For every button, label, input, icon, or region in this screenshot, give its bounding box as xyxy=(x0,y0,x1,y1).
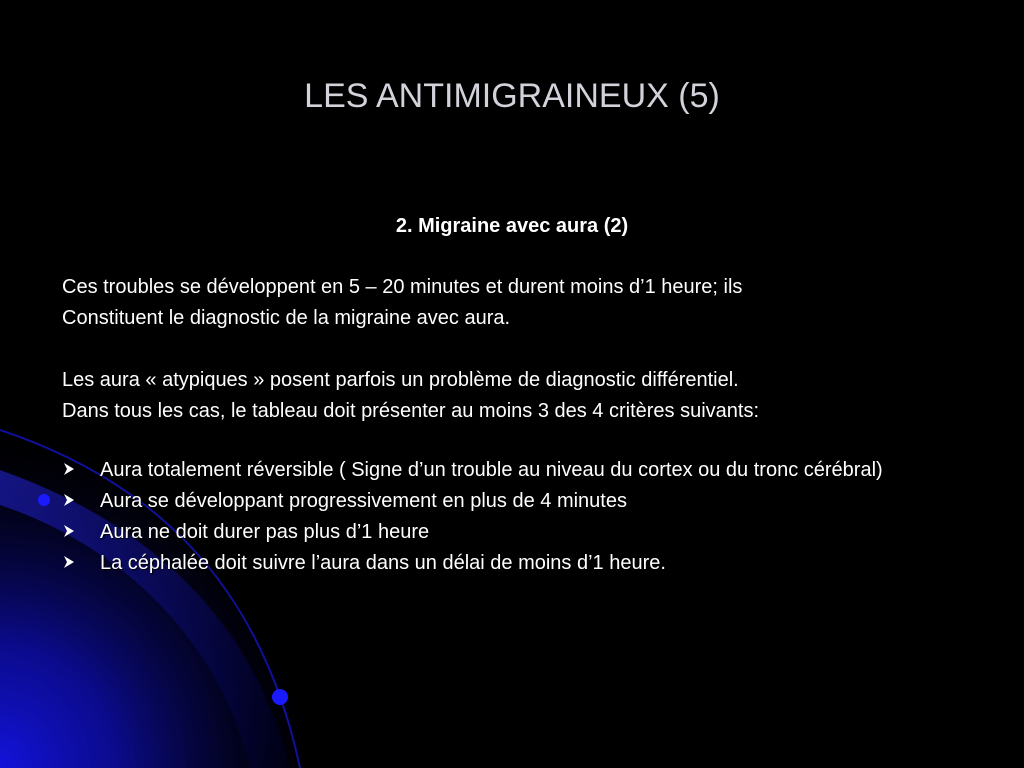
list-item-text: Aura ne doit durer pas plus d’1 heure xyxy=(100,521,430,543)
list-item-text: Aura se développant progressivement en plus de 4 minutes xyxy=(100,490,627,512)
criteria-list xyxy=(62,459,962,583)
arrow-bullet-icon xyxy=(62,493,76,507)
paragraph-line: Dans tous les cas, le tableau doit présenter au moins 3 des 4 critères suivants: xyxy=(62,400,760,422)
blue-dot-large xyxy=(272,689,288,705)
paragraph-atypical xyxy=(62,365,1002,427)
blue-dot-small xyxy=(38,494,50,506)
list-item xyxy=(62,552,962,575)
list-item-text: La céphalée doit suivre l’aura dans un délai de moins d’1 heure. xyxy=(100,552,666,574)
list-item xyxy=(62,521,962,544)
list-item xyxy=(62,459,962,482)
section-subtitle: 2. Migraine avec aura (2) xyxy=(395,215,629,237)
list-item xyxy=(62,490,962,513)
paragraph-line: Ces troubles se développent en 5 – 20 minutes et durent moins d’1 heure; ils xyxy=(62,276,743,298)
paragraph-timing xyxy=(62,272,1002,334)
slide-title: LES ANTIMIGRAINEUX (5) xyxy=(304,77,720,115)
arrow-bullet-icon xyxy=(62,555,76,569)
paragraph-line: Les aura « atypiques » posent parfois un problème de diagnostic différentiel. xyxy=(62,369,739,391)
arrow-bullet-icon xyxy=(62,524,76,538)
list-item-text: Aura totalement réversible ( Signe d’un trouble au niveau du cortex ou du tronc cérébral) xyxy=(100,459,883,481)
paragraph-line: Constituent le diagnostic de la migraine avec aura. xyxy=(62,307,511,329)
arrow-bullet-icon xyxy=(62,462,76,476)
